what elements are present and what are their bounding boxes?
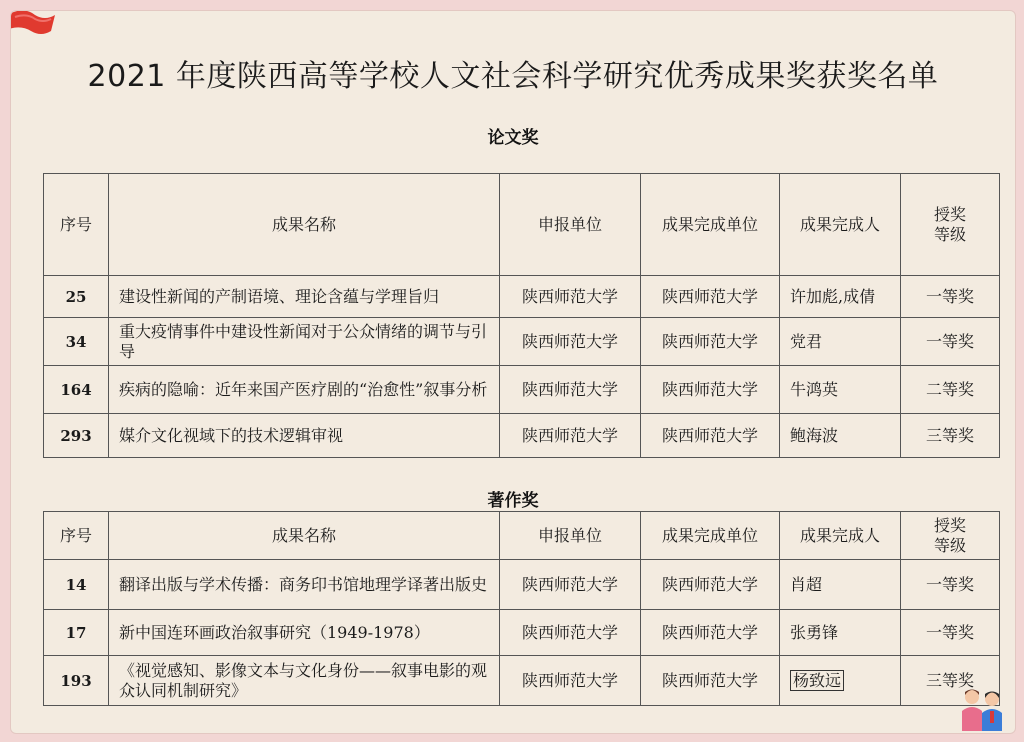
row-person: 牛鸿英 <box>780 366 901 414</box>
header-no: 序号 <box>44 174 109 276</box>
header-complete-unit: 成果完成单位 <box>641 174 780 276</box>
row-no: 17 <box>44 610 109 656</box>
row-no: 193 <box>44 656 109 706</box>
row-unit: 陕西师范大学 <box>500 414 641 458</box>
row-complete-unit: 陕西师范大学 <box>641 560 780 610</box>
row-complete-unit: 陕西师范大学 <box>641 610 780 656</box>
row-name: 新中国连环画政治叙事研究（1949-1978） <box>109 610 500 656</box>
paper-award-title: 论文奖 <box>487 128 539 148</box>
row-complete-unit: 陕西师范大学 <box>641 656 780 706</box>
table-row <box>44 414 1000 458</box>
page-title: 2021 年度陕西高等学校人文社会科学研究优秀成果奖获奖名单 <box>87 59 939 94</box>
two-people-icon <box>955 685 1009 731</box>
header-unit: 申报单位 <box>500 512 641 560</box>
row-person: 张勇锋 <box>780 610 901 656</box>
row-unit: 陕西师范大学 <box>500 276 641 318</box>
row-level: 二等奖 <box>901 366 1000 414</box>
row-name: 建设性新闻的产制语境、理论含蕴与学理旨归 <box>109 276 500 318</box>
header-name: 成果名称 <box>109 174 500 276</box>
row-complete-unit: 陕西师范大学 <box>641 366 780 414</box>
book-award-title: 著作奖 <box>487 491 539 511</box>
header-level: 授奖 等级 <box>901 174 1000 276</box>
row-level: 一等奖 <box>901 560 1000 610</box>
document-card <box>10 10 1016 734</box>
row-no: 164 <box>44 366 109 414</box>
row-no: 14 <box>44 560 109 610</box>
row-name: 重大疫情事件中建设性新闻对于公众情绪的调节与引导 <box>109 318 500 366</box>
header-person: 成果完成人 <box>780 174 901 276</box>
row-unit: 陕西师范大学 <box>500 610 641 656</box>
row-no: 25 <box>44 276 109 318</box>
row-no: 34 <box>44 318 109 366</box>
row-level: 一等奖 <box>901 318 1000 366</box>
row-name: 翻译出版与学术传播：商务印书馆地理学译著出版史 <box>109 560 500 610</box>
table-row <box>44 610 1000 656</box>
row-unit: 陕西师范大学 <box>500 656 641 706</box>
row-person: 肖超 <box>780 560 901 610</box>
paper-award-table <box>43 173 1000 458</box>
table-row <box>44 366 1000 414</box>
row-name: 媒介文化视域下的技术逻辑审视 <box>109 414 500 458</box>
row-person: 党君 <box>780 318 901 366</box>
row-unit: 陕西师范大学 <box>500 366 641 414</box>
row-unit: 陕西师范大学 <box>500 560 641 610</box>
row-level: 三等奖 <box>901 414 1000 458</box>
header-level: 授奖 等级 <box>901 512 1000 560</box>
row-name: 疾病的隐喻：近年来国产医疗剧的“治愈性”叙事分析 <box>109 366 500 414</box>
header-complete-unit: 成果完成单位 <box>641 512 780 560</box>
row-name: 《视觉感知、影像文本与文化身份——叙事电影的观众认同机制研究》 <box>109 656 500 706</box>
table-header-row <box>44 512 1000 560</box>
row-person: 许加彪,成倩 <box>780 276 901 318</box>
header-name: 成果名称 <box>109 512 500 560</box>
row-person: 鲍海波 <box>780 414 901 458</box>
row-person: 杨致远 <box>790 670 844 691</box>
book-award-table <box>43 511 1000 706</box>
header-unit: 申报单位 <box>500 174 641 276</box>
row-complete-unit: 陕西师范大学 <box>641 276 780 318</box>
row-no: 293 <box>44 414 109 458</box>
table-row <box>44 560 1000 610</box>
row-complete-unit: 陕西师范大学 <box>641 414 780 458</box>
row-level: 一等奖 <box>901 276 1000 318</box>
row-level: 三等奖 <box>901 656 1000 706</box>
header-person: 成果完成人 <box>780 512 901 560</box>
row-level: 一等奖 <box>901 610 1000 656</box>
table-row <box>44 318 1000 366</box>
table-header-row <box>44 174 1000 276</box>
red-flag-icon <box>10 10 57 39</box>
table-row <box>44 276 1000 318</box>
table-row <box>44 656 1000 706</box>
row-unit: 陕西师范大学 <box>500 318 641 366</box>
row-complete-unit: 陕西师范大学 <box>641 318 780 366</box>
row-person-cell <box>780 656 901 706</box>
header-no: 序号 <box>44 512 109 560</box>
